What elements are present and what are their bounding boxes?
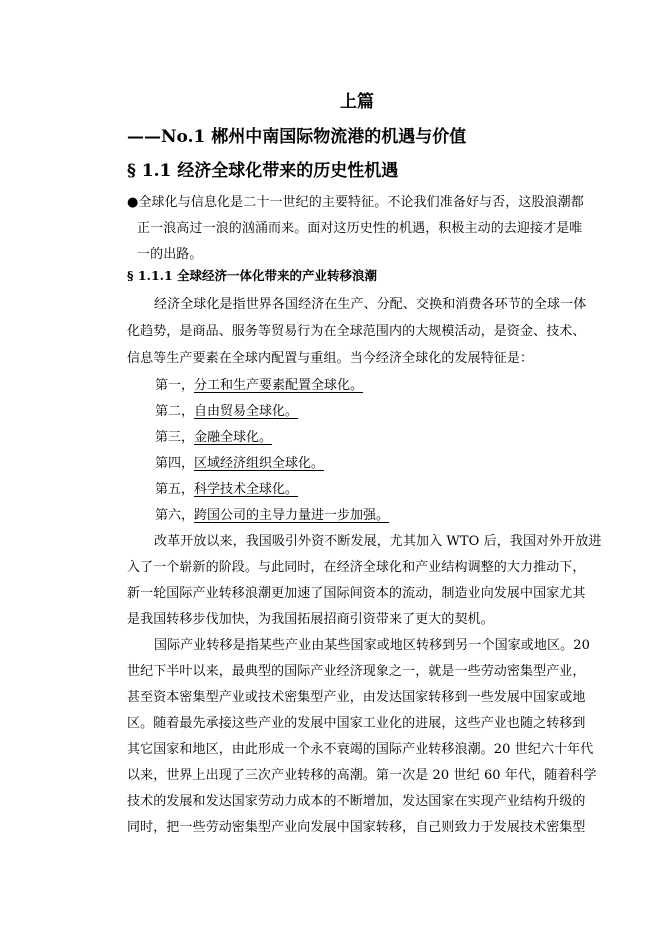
- feature-item: [155, 426, 272, 445]
- intro-text: 全球化与信息化是二十一世纪的主要特征。不论我们准备好与否，这股浪潮都: [138, 195, 584, 210]
- feature-item: [155, 504, 389, 523]
- feature-text: 跨国公司的主导力量进一步加强。: [194, 508, 390, 523]
- feature-text: 区域经济组织全球化。: [194, 456, 325, 471]
- feature-text: 科学技术全球化。: [194, 482, 299, 497]
- feature-ordinal: 第四，: [155, 456, 195, 471]
- bullet-icon: ●: [127, 195, 139, 210]
- paragraph-line: 经济全球化是指世界各国经济在生产、分配、交换和消费各环节的全球一体: [154, 297, 587, 312]
- chapter-heading: ——No.1 郴州中南国际物流港的机遇与价值: [127, 127, 467, 147]
- paragraph-line: 国际产业转移是指某些产业由某些国家或地区转移到另一个国家或地区。20: [154, 638, 590, 653]
- paragraph-line: 化趋势，是商品、服务等贸易行为在全球范围内的大规模活动，是资金、技术、: [127, 324, 586, 339]
- feature-item: [155, 452, 324, 471]
- intro-line: [127, 191, 584, 210]
- feature-ordinal: 第一，: [155, 378, 195, 393]
- paragraph-line: 甚至资本密集型产业或技术密集型产业，由发达国家转移到一些发展中国家或地: [127, 690, 586, 705]
- paragraph-line: 新一轮国际产业转移浪潮更加速了国际间资本的流动，制造业向发展中国家尤其: [127, 586, 586, 601]
- paragraph-line: 信息等生产要素在全球内配置与重组。当今经济全球化的发展特征是：: [127, 351, 534, 366]
- subsection-heading: § 1.1.1 全球经济一体化带来的产业转移浪潮: [127, 268, 378, 283]
- part-title: 上篇: [340, 92, 374, 112]
- paragraph-line: 世纪下半叶以来，最典型的国际产业经济现象之一，就是一些劳动密集型产业，: [127, 664, 586, 679]
- section-heading: § 1.1 经济全球化带来的历史性机遇: [127, 161, 399, 181]
- feature-text: 分工和生产要素配置全球化。: [194, 378, 364, 393]
- paragraph-line: 其它国家和地区，由此形成一个永不衰竭的国际产业转移浪潮。20 世纪六十年代: [127, 742, 594, 757]
- paragraph-line: 以来，世界上出现了三次产业转移的高潮。第一次是 20 世纪 60 年代，随着科学: [127, 768, 597, 783]
- feature-item: [155, 400, 298, 419]
- feature-ordinal: 第二，: [155, 404, 195, 419]
- paragraph-line: 技术的发展和发达国家劳动力成本的不断增加，发达国家在实现产业结构升级的: [127, 794, 586, 809]
- paragraph-line: 改革开放以来，我国吸引外资不断发展，尤其加入 WTO 后，我国对外开放进: [154, 534, 602, 549]
- paragraph-line: 入了一个崭新的阶段。与此同时，在经济全球化和产业结构调整的大力推动下，: [127, 560, 586, 575]
- feature-ordinal: 第三，: [155, 430, 195, 445]
- paragraph-line: 是我国转移步伐加快，为我国拓展招商引资带来了更大的契机。: [127, 612, 494, 627]
- intro-line: 正一浪高过一浪的汹涌而来。面对这历史性的机遇，积极主动的去迎接才是唯: [137, 221, 583, 236]
- paragraph-line: 同时，把一些劳动密集型产业向发展中国家转移，自己则致力于发展技术密集型: [127, 820, 586, 835]
- feature-item: [155, 478, 298, 497]
- feature-ordinal: 第六，: [155, 508, 195, 523]
- feature-item: [155, 374, 363, 393]
- paragraph-line: 区。随着最先承接这些产业的发展中国家工业化的进展，这些产业也随之转移到: [127, 716, 586, 731]
- feature-text: 金融全球化。: [194, 430, 273, 445]
- feature-ordinal: 第五，: [155, 482, 195, 497]
- intro-line: 一的出路。: [137, 247, 203, 262]
- feature-text: 自由贸易全球化。: [194, 404, 299, 419]
